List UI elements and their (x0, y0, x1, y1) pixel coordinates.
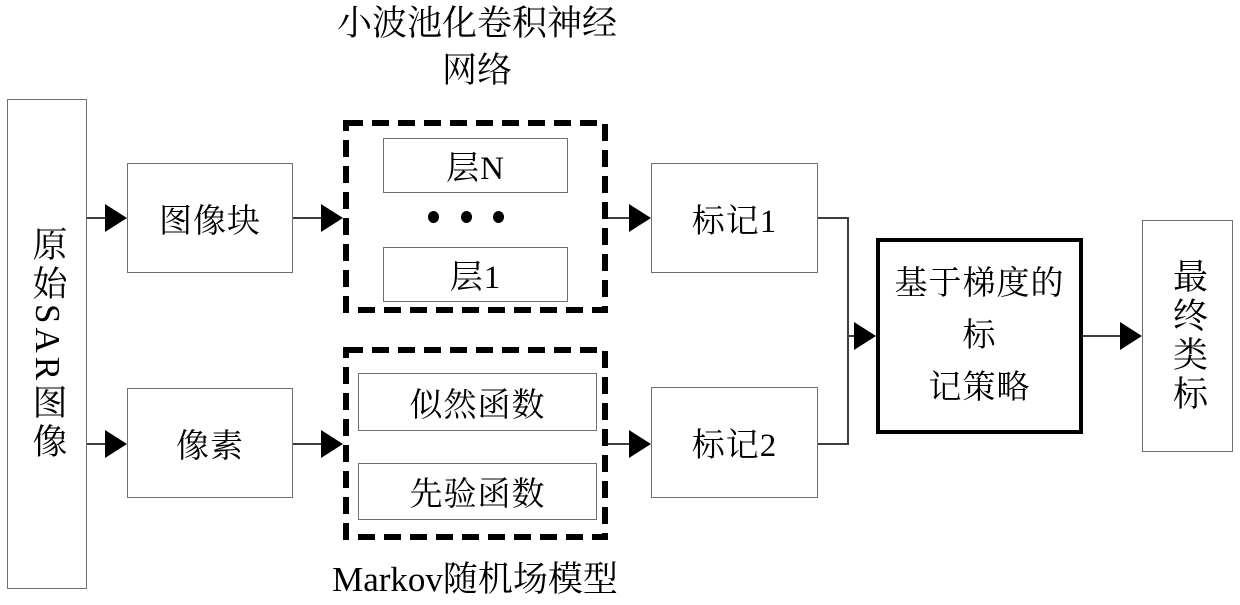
label1-text: 标记1 (691, 203, 778, 240)
edge-label2-junction-line (818, 443, 849, 445)
arrowhead-icon (854, 322, 876, 350)
markov-group-label: Markov随机场模型 (332, 560, 618, 599)
final-class-label-box (1142, 220, 1233, 452)
layer-1-label: 层1 (449, 260, 502, 296)
pixel-label: 像素 (176, 428, 244, 465)
pixel-box (127, 388, 293, 498)
layer-n-box (383, 138, 568, 193)
edge-markov-label2-line (608, 443, 631, 445)
junction-vertical-line (847, 217, 849, 445)
image-patch-label: 图像块 (159, 203, 261, 240)
prior-function-box (358, 463, 597, 520)
ellipsis-dots-icon (428, 210, 504, 224)
arrowhead-icon (1120, 322, 1142, 350)
cnn-group-title (330, 0, 624, 94)
source-sar-image-label: 原始SAR图像 (28, 225, 67, 463)
likelihood-function-box (358, 373, 597, 431)
gradient-strategy-box (876, 238, 1083, 434)
edge-patch-cnn-line (293, 217, 323, 219)
label2-text: 标记2 (691, 428, 778, 464)
arrowhead-icon (321, 430, 343, 458)
edge-strategy-final-line (1083, 335, 1122, 337)
arrowhead-icon (105, 204, 127, 232)
likelihood-function-label: 似然函数 (409, 387, 546, 424)
edge-pixel-markov-line (293, 443, 323, 445)
cnn-group-title-line2: 网络 (441, 51, 512, 90)
arrowhead-icon (629, 204, 651, 232)
source-sar-image-box (7, 99, 87, 589)
label1-box (651, 163, 818, 273)
label2-box (651, 387, 818, 498)
image-patch-box (127, 163, 293, 273)
edge-source-patch-line (87, 217, 107, 219)
gradient-strategy-line2: 记策略 (928, 370, 1031, 406)
edge-cnn-label1-line (608, 217, 631, 219)
arrowhead-icon (629, 430, 651, 458)
gradient-strategy-line1: 基于梯度的标 (894, 266, 1065, 354)
prior-function-label: 先验函数 (409, 477, 546, 513)
layer-1-box (383, 247, 568, 302)
final-class-label-text: 最终类标 (1168, 258, 1208, 414)
cnn-group-title-line1: 小波池化卷积神经 (336, 4, 617, 43)
edge-source-pixel-line (87, 443, 107, 445)
arrowhead-icon (105, 430, 127, 458)
edge-label1-junction-line (818, 217, 849, 219)
layer-n-label: 层N (446, 151, 505, 187)
arrowhead-icon (321, 204, 343, 232)
